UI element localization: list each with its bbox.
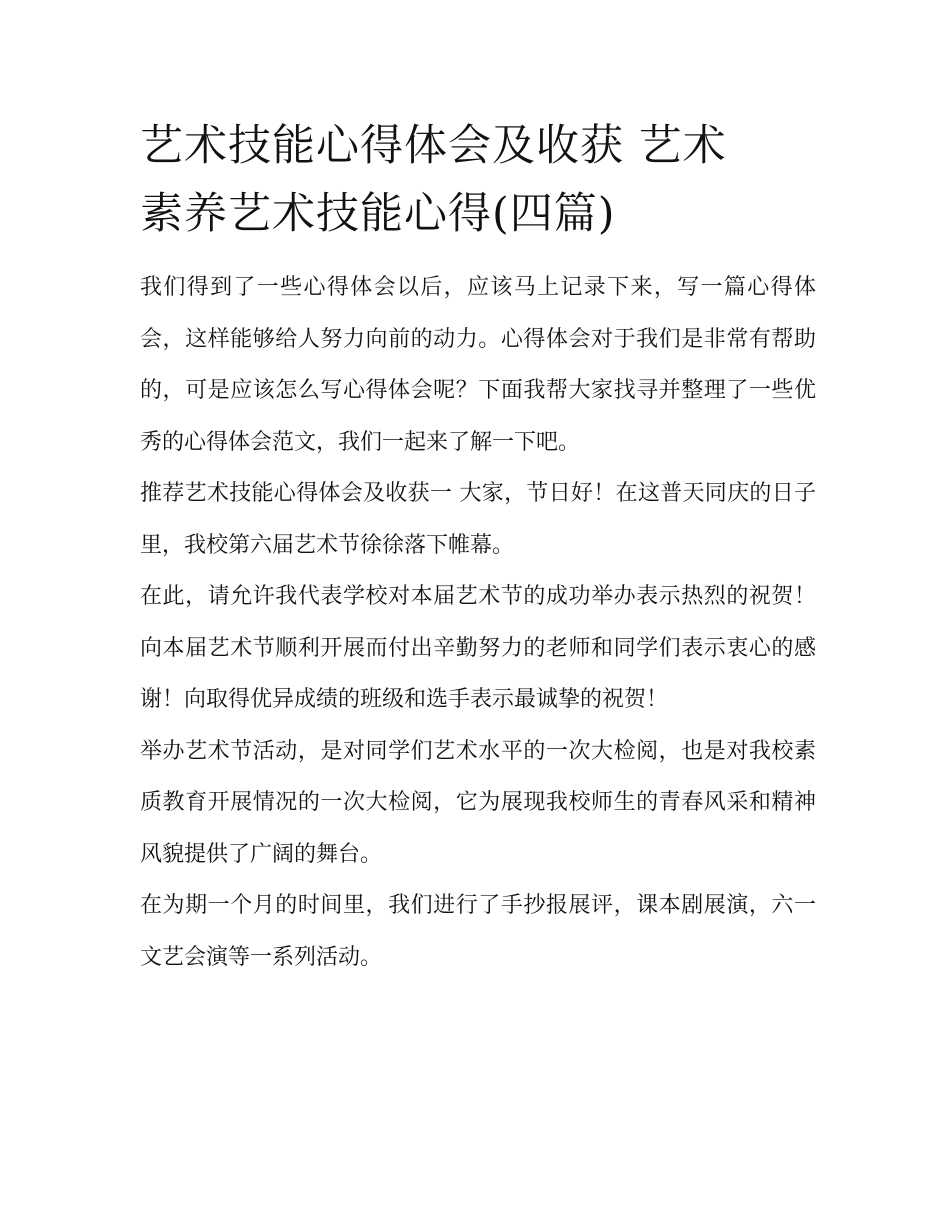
paragraph-festival-purpose: 举办艺术节活动，是对同学们艺术水平的一次大检阅，也是对我校素质教育开展情况的一次大检阅，它为展现我校师生的青春风采和精神风貌提供了广阔的舞台。	[140, 738, 816, 867]
paragraph-activities: 在为期一个月的时间里，我们进行了手抄报展评，课本剧展演，六一文艺会演等一系列活动。	[140, 893, 816, 970]
title-line-1: 艺术技能心得体会及收获 艺术	[140, 121, 727, 171]
document-title	[140, 112, 816, 248]
paragraph-congratulations: 在此，请允许我代表学校对本届艺术节的成功举办表示热烈的祝贺！向本届艺术节顺利开展而付出辛勤努力的老师和同学们表示衷心的感谢！向取得优异成绩的班级和选手表示最诚挚的祝贺！	[140, 584, 816, 712]
paragraph-art-festival-close: 推荐艺术技能心得体会及收获一 大家，节日好！在这普天同庆的日子里，我校第六届艺术节徐徐落下帷幕。	[140, 481, 816, 558]
title-line-2: 素养艺术技能心得(四篇)	[140, 189, 616, 239]
document-body	[140, 112, 816, 983]
paragraph-intro: 我们得到了一些心得体会以后，应该马上记录下来，写一篇心得体会，这样能够给人努力向前的动力。心得体会对于我们是非常有帮助的，可是应该怎么写心得体会呢？下面我帮大家找寻并整理了一些优秀的心得体会范文，我们一起来了解一下吧。	[140, 275, 816, 455]
